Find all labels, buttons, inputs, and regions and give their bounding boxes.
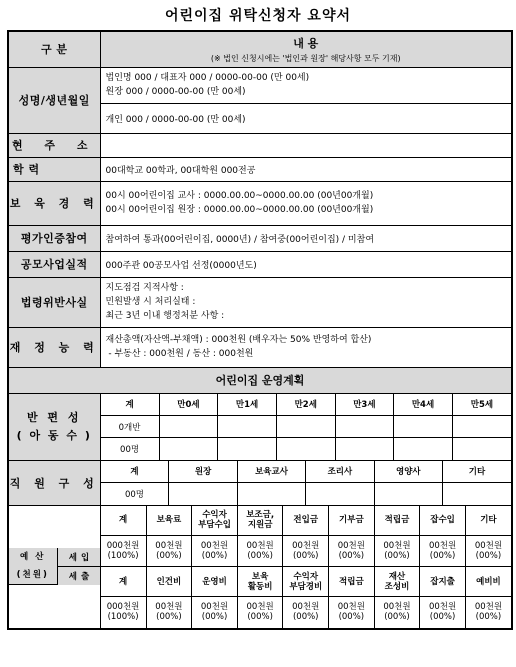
- staff-grid-cell: [237, 483, 305, 505]
- header-content-note: (※ 법인 신청시에는 '법인과 원장' 해당사항 모두 기재): [210, 53, 401, 63]
- evaluation-label: 평가인증참여: [8, 225, 100, 251]
- budget-grid-row: [101, 536, 512, 567]
- budget-label-cell: [8, 505, 100, 629]
- class-grid-cell: [394, 416, 453, 438]
- class-grid-row: [101, 438, 512, 460]
- budget-grid-cell: 00천원 (00%): [374, 536, 420, 567]
- class-grid-cell: 만0세: [159, 394, 218, 416]
- class-grid-cell: 만5세: [452, 394, 511, 416]
- budget-label: [9, 548, 57, 585]
- budget-grid-cell: 적립금: [329, 567, 375, 597]
- budget-grid-cell: 00천원 (00%): [420, 536, 466, 567]
- budget-grid-cell: 000천원 (100%): [101, 536, 147, 567]
- class-grid-row: [101, 394, 512, 416]
- budget-grid-cell: 00천원 (00%): [465, 536, 511, 567]
- budget-grid-cell: 재산 조성비: [374, 567, 420, 597]
- document-title: 어린이집 위탁신청자 요약서: [164, 8, 352, 24]
- staff-grid-cell: 기타: [443, 461, 511, 483]
- name-corporate: [100, 67, 512, 103]
- class-grid-cell: 0개반: [101, 416, 160, 438]
- finance-line-1: 재산총액(자산액-부채액) : 000천원 (배우자는 50% 반영하여 합산): [105, 335, 372, 345]
- budget-grid-cell: 인건비: [146, 567, 192, 597]
- education-value: 00대학교 00학과, 00대학원 000전공: [100, 157, 512, 181]
- staff-grid-cell: [374, 483, 442, 505]
- staff-grid-cell: 조리사: [306, 461, 374, 483]
- staff-grid: [101, 461, 512, 505]
- budget-grid-cell: 예비비: [465, 567, 511, 597]
- budget-grid-cell: 00천원 (00%): [329, 597, 375, 628]
- income-label: 세 입: [57, 548, 100, 566]
- class-grid-cell: 계: [101, 394, 160, 416]
- budget-grid-cell: 적립금: [374, 506, 420, 536]
- budget-grid-cell: 00천원 (00%): [192, 597, 238, 628]
- finance-value: [100, 327, 512, 367]
- budget-label-1: 예 산: [20, 552, 46, 562]
- violation-line-3: 최근 3년 이내 행정처분 사항 :: [105, 311, 225, 321]
- budget-grid-cell: 운영비: [192, 567, 238, 597]
- public-project-value: 000주관 00공모사업 선정(0000년도): [100, 251, 512, 277]
- class-grid: [101, 394, 512, 460]
- class-grid-cell: [394, 438, 453, 460]
- staff-grid-row: [101, 461, 512, 483]
- class-grid-cell: [159, 438, 218, 460]
- budget-grid-cell: [100, 505, 512, 629]
- violation-label: 법령위반사실: [8, 277, 100, 327]
- class-grid-cell: 만1세: [218, 394, 277, 416]
- public-project-label: 공모사업실적: [8, 251, 100, 277]
- career-label: 보 육 경 력: [8, 181, 100, 225]
- budget-grid-cell: 00천원 (00%): [146, 536, 192, 567]
- header-content-title: 내 용: [293, 36, 319, 50]
- class-grid-row: [101, 416, 512, 438]
- class-grid-cell: [335, 438, 394, 460]
- header-category: 구 분: [8, 31, 100, 67]
- career-value: [100, 181, 512, 225]
- staff-grid-cell: 영양사: [374, 461, 442, 483]
- budget-grid: [101, 506, 512, 628]
- education-label-text: 학 력: [13, 163, 40, 176]
- budget-grid-cell: 계: [101, 567, 147, 597]
- name-label: 성명/생년월일: [8, 67, 100, 133]
- budget-label-grid: [9, 548, 100, 585]
- class-grid-cell: 만4세: [394, 394, 453, 416]
- education-label: [8, 157, 100, 181]
- staff-grid-cell: 계: [101, 461, 169, 483]
- class-grid-cell: 만3세: [335, 394, 394, 416]
- staff-grid-cell: [100, 460, 512, 505]
- name-line-1: 법인명 000 / 대표자 000 / 0000-00-00 (만 00세): [105, 73, 310, 83]
- budget-label-2: (천원): [16, 570, 49, 580]
- budget-grid-cell: 00천원 (00%): [329, 536, 375, 567]
- budget-grid-cell: 보육료: [146, 506, 192, 536]
- class-label-2: ( 아 동 수 ): [16, 428, 92, 442]
- staff-grid-cell: [169, 483, 237, 505]
- operation-plan-title: 어린이집 운영계획: [8, 367, 512, 393]
- class-grid-cell: 만2세: [276, 394, 335, 416]
- class-grid-cell: [335, 416, 394, 438]
- class-grid-cell: [159, 416, 218, 438]
- budget-grid-cell: 00천원 (00%): [283, 597, 329, 628]
- address-label: 현 주 소: [8, 133, 100, 157]
- budget-grid-cell: 보육 활동비: [237, 567, 283, 597]
- violation-line-1: 지도점검 지적사항 :: [105, 283, 184, 293]
- budget-grid-cell: 00천원 (00%): [192, 536, 238, 567]
- staff-grid-cell: [443, 483, 511, 505]
- class-label: [8, 393, 100, 460]
- class-grid-cell: [218, 416, 277, 438]
- name-individual: 개인 000 / 0000-00-00 (만 00세): [100, 103, 512, 133]
- violation-line-2: 민원발생 시 처리실태 :: [105, 297, 196, 307]
- budget-grid-cell: 00천원 (00%): [374, 597, 420, 628]
- budget-grid-row: [101, 567, 512, 597]
- budget-grid-cell: 00천원 (00%): [465, 597, 511, 628]
- class-grid-cell: [100, 393, 512, 460]
- finance-label: 재 정 능 력: [8, 327, 100, 367]
- budget-grid-cell: 계: [101, 506, 147, 536]
- evaluation-value: 참여하여 통과(00어린이집, 0000년) / 참여중(00어린이집) / 미참여: [100, 225, 512, 251]
- budget-grid-cell: 000천원 (100%): [101, 597, 147, 628]
- finance-line-2: - 부동산 : 000천원 / 동산 : 000천원: [105, 349, 254, 359]
- expense-label: 세 출: [57, 566, 100, 584]
- career-line-1: 00시 00어린이집 교사 : 0000.00.00~0000.00.00 (00년00개월): [105, 191, 374, 201]
- staff-grid-cell: [306, 483, 374, 505]
- budget-grid-cell: 00천원 (00%): [283, 536, 329, 567]
- budget-grid-cell: 00천원 (00%): [420, 597, 466, 628]
- budget-grid-cell: 수익자 부담수입: [192, 506, 238, 536]
- budget-grid-cell: 기부금: [329, 506, 375, 536]
- class-grid-cell: [276, 416, 335, 438]
- staff-grid-cell: 00명: [101, 483, 169, 505]
- class-grid-cell: 00명: [101, 438, 160, 460]
- budget-grid-cell: 보조금, 지원금: [237, 506, 283, 536]
- staff-grid-cell: 보육교사: [237, 461, 305, 483]
- budget-grid-cell: 잡지출: [420, 567, 466, 597]
- budget-grid-cell: 잡수입: [420, 506, 466, 536]
- budget-grid-cell: 수익자 부담경비: [283, 567, 329, 597]
- summary-table: [7, 30, 513, 630]
- budget-grid-cell: 전입금: [283, 506, 329, 536]
- budget-grid-row: [101, 506, 512, 536]
- header-content: [100, 31, 512, 67]
- name-line-2: 원장 000 / 0000-00-00 (만 00세): [105, 87, 246, 97]
- budget-grid-cell: 00천원 (00%): [237, 597, 283, 628]
- class-grid-cell: [218, 438, 277, 460]
- class-grid-cell: [452, 438, 511, 460]
- budget-grid-cell: 기타: [465, 506, 511, 536]
- class-grid-cell: [276, 438, 335, 460]
- class-label-1: 반 편 성: [26, 410, 82, 424]
- staff-label: 직 원 구 성: [8, 460, 100, 505]
- staff-grid-row: [101, 483, 512, 505]
- budget-grid-cell: 00천원 (00%): [146, 597, 192, 628]
- violation-value: [100, 277, 512, 327]
- staff-grid-cell: 원장: [169, 461, 237, 483]
- career-line-2: 00시 00어린이집 원장 : 0000.00.00~0000.00.00 (00년00개월): [105, 205, 374, 215]
- budget-grid-cell: 00천원 (00%): [237, 536, 283, 567]
- address-value: [100, 133, 512, 157]
- class-grid-cell: [452, 416, 511, 438]
- budget-grid-row: [101, 597, 512, 628]
